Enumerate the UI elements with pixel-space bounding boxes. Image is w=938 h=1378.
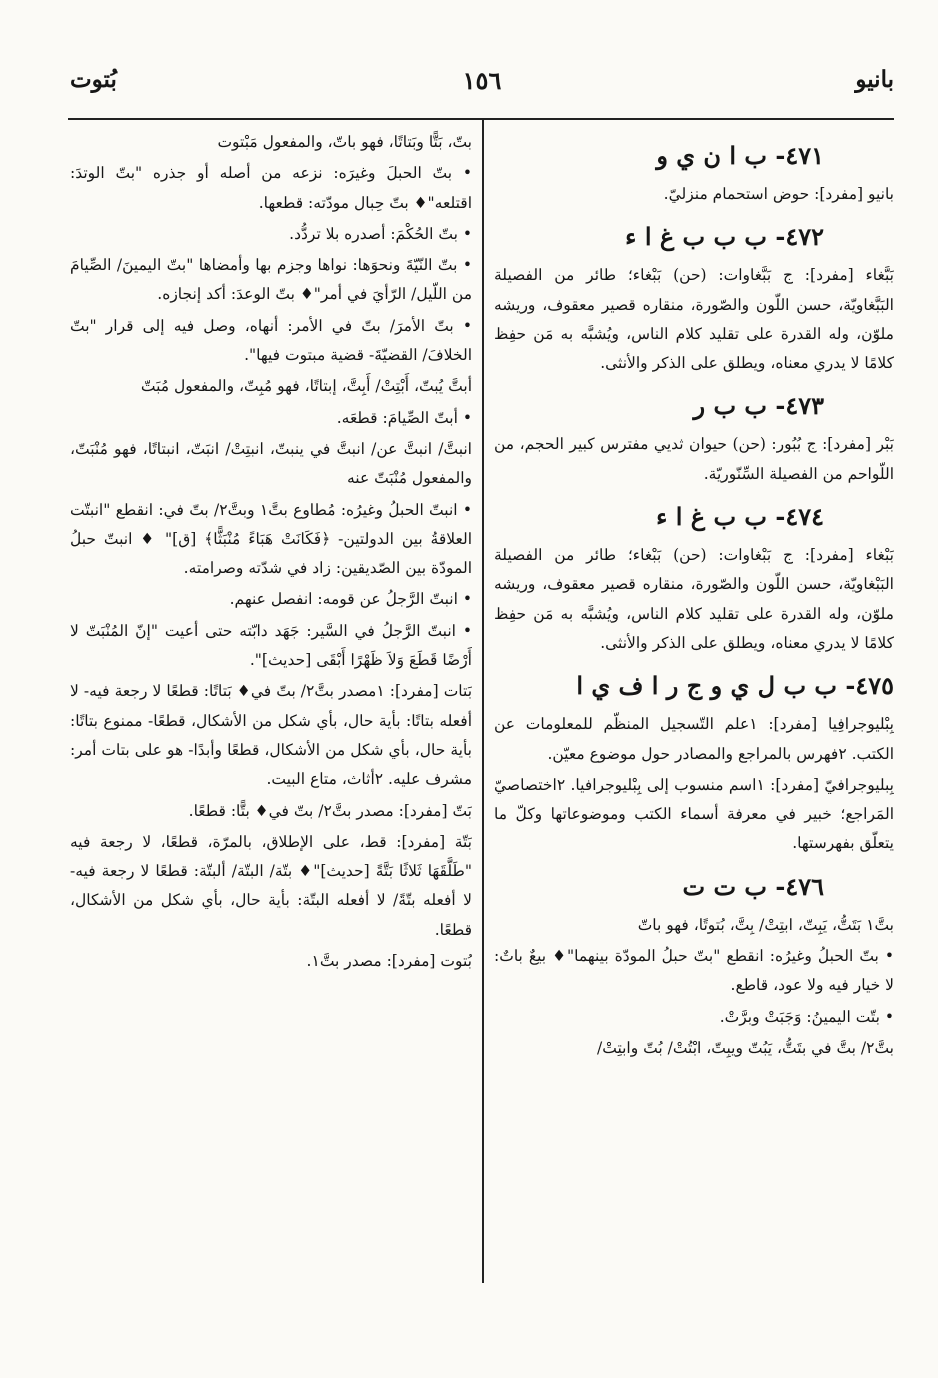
entry-text: بَبَّغاء [مفرد]: ج بَبَّغاوات: (حن) بَبْغاء؛ طائر من الفصيلة البَبَّغاويّة، حسن اللّون والصّورة، منقاره قصير معقوف، وريشه ملوّن، وله القدرة على تقليد كلام الناس، ويُشبَّه به مَن حفِظ كلامًا لا يدري معناه، ويطلق على الذكر والأنثى. [494,266,894,373]
entry-heading: ٤٧٦- ب ت ت [682,871,824,901]
column-divider [482,120,484,1283]
entry-text: بتّ، بَتًّا وبَتاتًا، فهو باتّ، والمفعول مَبْتوت [217,133,472,151]
entry-text: • بتّ النّيّةَ ونحوَها: نواها وجزم بها وأمضاها "بتّ اليمينَ/ الصِّيامَ من اللّيل/ الرّأيَ في أمر"♦ بتّ الوعدَ: أكد إنجازه. [70,256,472,304]
entry-heading: ٤٧١- ب ا ن ي و [656,141,824,170]
entry-text: • أبتّ الصِّيامَ: قطعَه. [336,408,472,427]
entry-text: بِبليوجرافيّ [مفرد]: ١اسم منسوب إلى بِبْليوجرافيا. ٢اختصاصيّ المَراجع؛ خبير في معرفة أسماء الكتب وموضوعاتها وكلّ ما يتعلّق بفهرستها. [494,775,894,853]
entry-text: • بتّ الأمرَ/ بتّ في الأمر: أنهاه، وصل فيه إلى قرار "بتّ الخلافَ/ القضيّةَ- قضية مبتوت فيها". [70,316,472,365]
entry-text: بَبْر [مفرد]: ج بُبُور: (حن) حيوان ثديي مفترس كبير الحجم، من اللّواحم من الفصيلة السِّنّوريّة. [494,435,894,483]
entry-heading: ٤٧٢- ب ب ب غ ا ء [625,222,824,252]
entry-text: أبتَّ يُبتّ، أَبْتِتْ/ أَبِتَّ، إبتاتًا، فهو مُبِتّ، والمفعول مُبَتّ [140,377,472,396]
entry-text: • بتّت اليمينُ: وَجَبَتْ وبرَّتْ. [719,1007,894,1026]
entry-text: بُتوت [مفرد]: مصدر بتَّ١. [306,952,472,971]
entry-text: • انبتّ الرَّجلُ في السَّير: جَهَد دابّته حتى أعيت "إنّ المُنْبَتّ لا أَرْضًا قَطَعَ وَلاَ ظَهْرًا أَبْقَى [حديث]". [70,621,472,670]
entry-heading: ٤٧٣- ب ب ر [693,391,824,421]
entry-text: بَبْغاء [مفرد]: ج بَبْغاوات: (حن) بَبْغاء؛ طائر من الفصيلة البَبْغاويّة، حسن اللّون والصّورة، منقاره قصير معقوف، وريشه ملوّن، وله القدرة على تقليد كلام الناس، ويُشبَّه به مَن حفِظ كلامًا لا يدري معناه، ويطلق على الذكر والأنثى. [494,546,894,652]
running-head-right: بانيو [855,66,894,93]
entry-text: بَتات [مفرد]: ١مصدر بتَّ٢/ بتّ في♦ بَتاتًا: قطعًا لا رجعة فيه- لا أفعله بتاتًا: بأية حال، بأي شكل من الأشكال، قطعًا- ممنوع بتاتًا: بأية حال، بأي شكل من الأشكال، قطعًا وأبدًا- هو على بتات أمر: مشرف عليه. ٢أثاث، متاع البيت. [70,682,472,789]
entry-text: بَتّ [مفرد]: مصدر بتَّ٢/ بتّ في♦ بتًّا: قطعًا. [188,801,472,820]
running-head-left: بُتوت [70,66,117,93]
right-column [494,128,894,1283]
left-column [70,128,472,1283]
entry-text: بَتّة [مفرد]: قط، على الإطلاق، بالمرّة، قطعًا، لا رجعة فيه "طَلَّقَهَا ثَلاثًا بَتَّةً [حديث]"♦ بتّة/ البتّة/ ألبتّة: قطعًا لا رجعة فيه- لا أفعله بتّةً/ لا أفعله البتّة: بأية حال، بأي شكل من الأشكال، قطعًا. [70,832,472,939]
entry-text: • بتّ الحبلُ وغيرُه: انقطع "بتّ حبلُ المودّة بينهما"♦ بيعٌ باتٌ: لا خيار فيه ولا عود، قاطع. [494,947,894,995]
entry-text: • انبتّ الحبلُ وغيرُه: مُطاوع بتَّ١ وبتَّ٢/ بتّ في: انقطع "انبتّت العلاقةُ بين الدولتين- ﴿فَكَانَتْ هَبَاءً مُنْبَثًّا﴾ [ق]" ♦ انبتّ حبلُ المودّة بين الصّديقين: زاد في شدّته وصرامته. [70,500,472,578]
entry-heading: ٤٧٥- ب ب ل ي و ج ر ا ف ي ا [576,671,894,701]
entry-text: بانيو [مفرد]: حوض استحمام منزليّ. [663,185,894,203]
entry-text: بتَّ١ بَتَتُّ، يَبِتّ، ابتِتْ/ بِتَّ، بُتوتًا، فهو باتّ [637,915,894,934]
entry-text: بتَّ٢/ بتَّ في بتَتُّ، يَبُتّ ويبِتّ، ابْتُتْ/ بُتّ وابتِتْ/ [597,1038,894,1057]
entry-text: • بتّ الحبلَ وغيرَه: نزعه من أصله أو جذره "بتّ الوتدَ: اقتلعه"♦ بتّ حِبال مودّته: قطعها. [70,164,472,212]
entry-text: • بتّ الحُكْمَ: أصدره بلا تردُّد. [289,224,472,243]
page-number: ١٥٦ [462,66,502,95]
entry-heading: ٤٧٤- ب ب غ ا ء [656,502,824,532]
header-rule [68,118,894,120]
entry-text: بِبْليوجرافِيا [مفرد]: ١علم التّسجيل المنظّم للمعلومات عن الكتب. ٢فهرس بالمراجع والمصادر حول موضوع معيّن. [494,715,894,763]
page-header [70,62,894,102]
entry-text: • انبتّ الرَّجلُ عن قومه: انفصل عنهم. [229,590,472,609]
entry-text: انبتَّ/ انبتَّ عن/ انبتَّ في ينبتّ، انبتِتْ/ انبَتّ، انبتاتًا، فهو مُنْبَتّ، والمفعول مُنْبَتّ عنه [70,439,472,488]
